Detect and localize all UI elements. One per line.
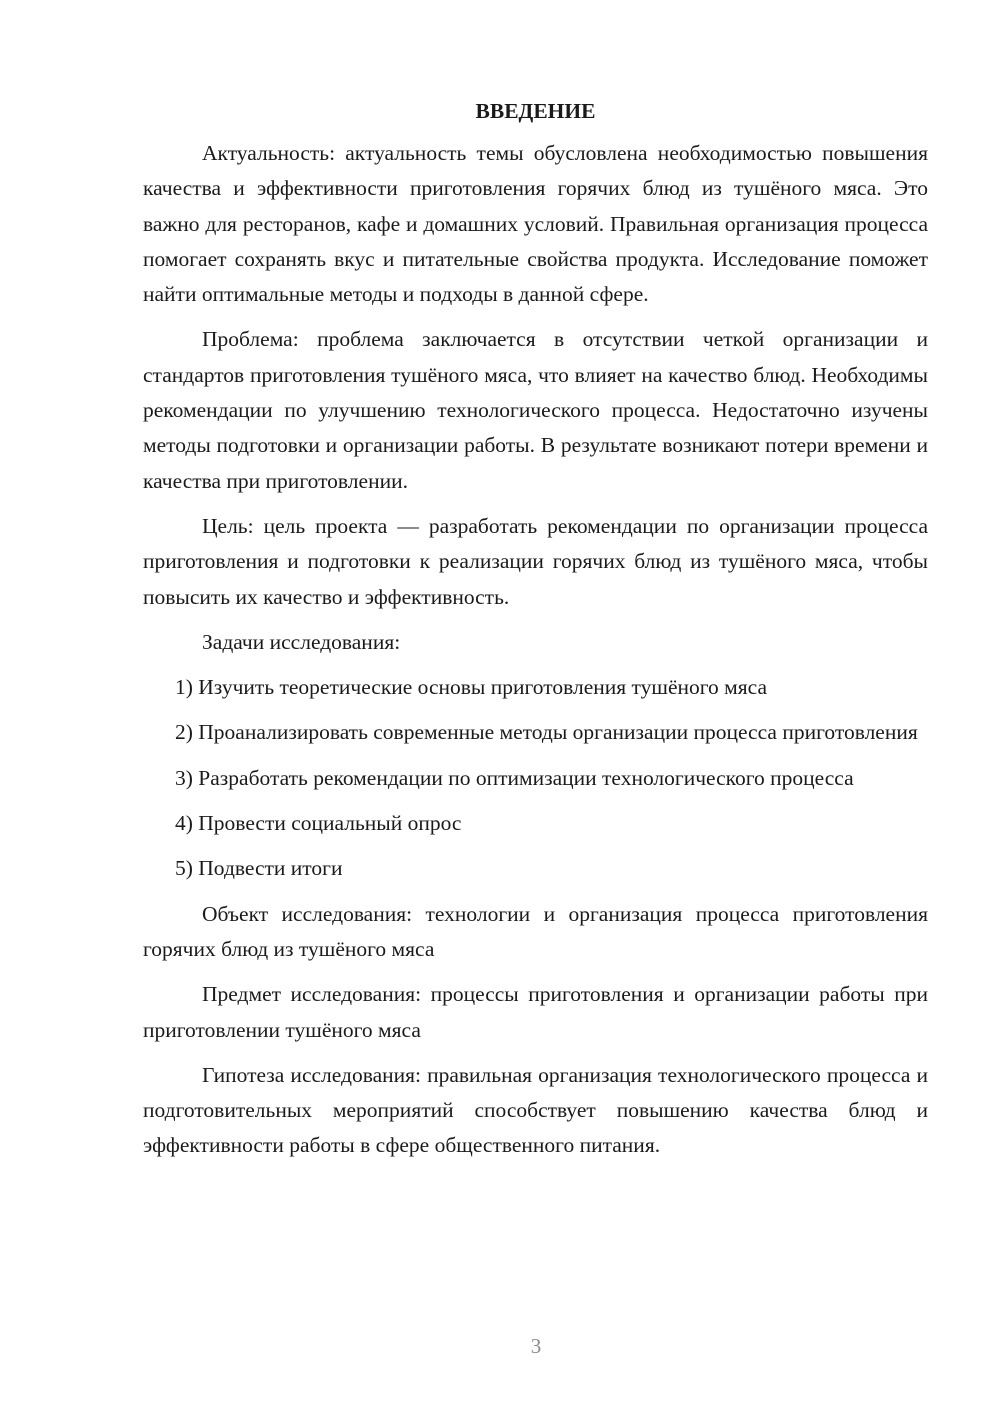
- relevance-paragraph: Актуальность: актуальность темы обусловлена необходимостью повышения качества и эффективности приготовления горячих блюд из тушёного мяса. Это важно для ресторанов, кафе и домашних условий. Правильная организация процесса помогает сохранять вкус и питательные свойства продукта. Исследование поможет найти оптимальные методы и подходы в данной сфере.: [143, 141, 928, 307]
- task-item: 4) Провести социальный опрос: [175, 811, 462, 836]
- section-title: ВВЕДЕНИЕ: [475, 99, 596, 123]
- task-item: 5) Подвести итоги: [175, 856, 343, 881]
- task-item: 1) Изучить теоретические основы приготовления тушёного мяса: [175, 675, 767, 700]
- hypothesis-paragraph: Гипотеза исследования: правильная организация технологического процесса и подготовительных мероприятий способствует повышению качества блюд и эффективности работы в сфере общественного питания.: [143, 1062, 928, 1158]
- task-item: 2) Проанализировать современные методы организации процесса приготовления: [175, 720, 918, 745]
- page-number: 3: [530, 1334, 542, 1358]
- subject-paragraph: Предмет исследования: процессы приготовления и организации работы при приготовлении тушёного мяса: [143, 982, 928, 1042]
- task-item: 3) Разработать рекомендации по оптимизации технологического процесса: [175, 765, 854, 790]
- goal-paragraph: Цель: цель проекта — разработать рекомендации по организации процесса приготовления и подготовки к реализации горячих блюд из тушёного мяса, чтобы повысить их качество и эффективность.: [143, 513, 928, 609]
- tasks-heading: Задачи исследования:: [202, 629, 401, 654]
- problem-paragraph: Проблема: проблема заключается в отсутствии четкой организации и стандартов приготовления тушёного мяса, что влияет на качество блюд. Необходимы рекомендации по улучшению технологического процесса. Недостаточно изучены методы подготовки и организации работы. В результате возникают потери времени и качества при приготовлении.: [143, 327, 928, 493]
- object-paragraph: Объект исследования: технологии и организация процесса приготовления горячих блюд из тушёного мяса: [143, 901, 928, 961]
- document-body: [143, 96, 928, 1164]
